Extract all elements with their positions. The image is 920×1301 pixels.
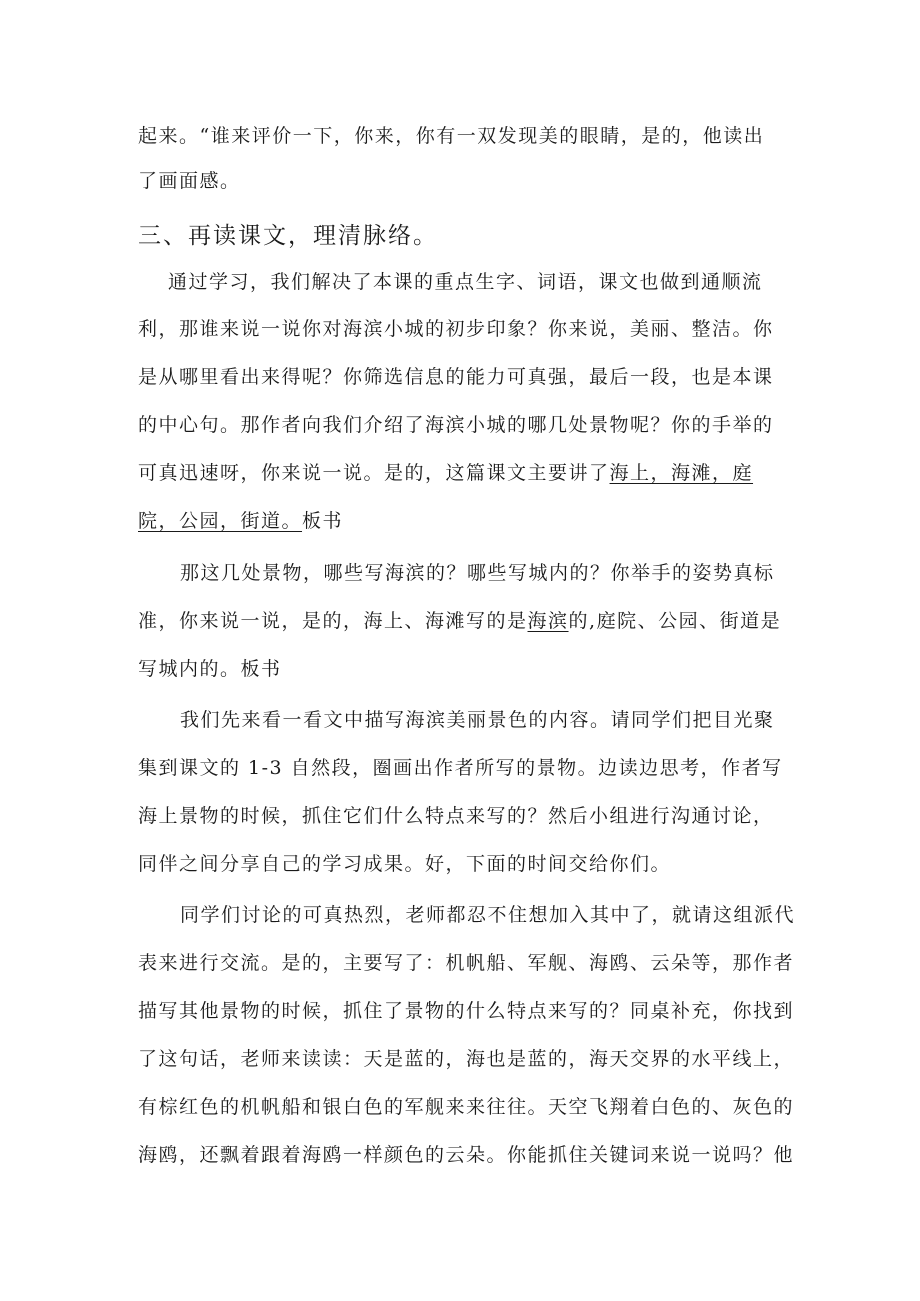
text-line: 有棕红色的机帆船和银白色的军舰来来往往。天空飞翔着白色的、灰色的 (138, 1096, 795, 1118)
underlined-text: 海上，海滩，庭 (609, 462, 754, 484)
text-line: 利，那谁来说一说你对海滨小城的初步印象？你来说，美丽、整洁。你 (138, 318, 774, 340)
text-segment: 板书 (302, 510, 344, 532)
text-line (138, 609, 781, 633)
section-heading: 三、再读课文，理清脉络。 (138, 223, 438, 249)
text-line: 海鸥，还飘着跟着海鸥一样颜色的云朵。你能抓住关键词来说一说吗？他 (138, 1144, 795, 1166)
text-line: 同伴之间分享自己的学习成果。好，下面的时间交给你们。 (138, 853, 672, 875)
text-line: 海上景物的时候，抓住它们什么特点来写的？然后小组进行沟通讨论， (138, 805, 774, 827)
text-line: 起来。“谁来评价一下，你来，你有一双发现美的眼睛，是的，他读出 (138, 125, 765, 147)
text-line: 通过学习，我们解决了本课的重点生字、词语，课文也做到通顺流 (168, 271, 763, 293)
text-line: 了画面感。 (138, 170, 241, 192)
text-segment: 准，你来说一说，是的，海上、海滩写的是 (138, 610, 528, 632)
text-line: 表来进行交流。是的，主要写了：机帆船、军舰、海鸥、云朵等，那作者 (138, 952, 795, 974)
text-line: 了这句话，老师来读读：天是蓝的，海也是蓝的，海天交界的水平线上， (138, 1048, 795, 1070)
underlined-text: 海滨 (527, 610, 569, 632)
text-line: 我们先来看一看文中描写海滨美丽景色的内容。请同学们把目光聚 (180, 709, 775, 731)
text-line (138, 461, 753, 485)
text-line: 那这几处景物，哪些写海滨的？哪些写城内的？你举手的姿势真标 (180, 562, 775, 584)
text-line: 是从哪里看出来得呢？你筛选信息的能力可真强，最后一段，也是本课 (138, 366, 774, 388)
underlined-text: 院，公园，街道。 (138, 510, 303, 532)
text-line: 集到课文的 1-3 自然段，圈画出作者所写的景物。边读边思考，作者写 (138, 757, 783, 779)
text-line (138, 509, 343, 533)
text-line: 写城内的。板书 (138, 658, 282, 680)
text-line: 描写其他景物的时候，抓住了景物的什么特点来写的？同桌补充，你找到 (138, 1000, 795, 1022)
text-segment: 可真迅速呀，你来说一说。是的，这篇课文主要讲了 (138, 462, 610, 484)
text-line: 同学们讨论的可真热烈，老师都忍不住想加入其中了，就请这组派代 (180, 904, 796, 926)
text-segment: 的,庭院、公园、街道是 (568, 610, 782, 632)
text-line: 的中心句。那作者向我们介绍了海滨小城的哪几处景物呢？你的手举的 (138, 414, 774, 436)
